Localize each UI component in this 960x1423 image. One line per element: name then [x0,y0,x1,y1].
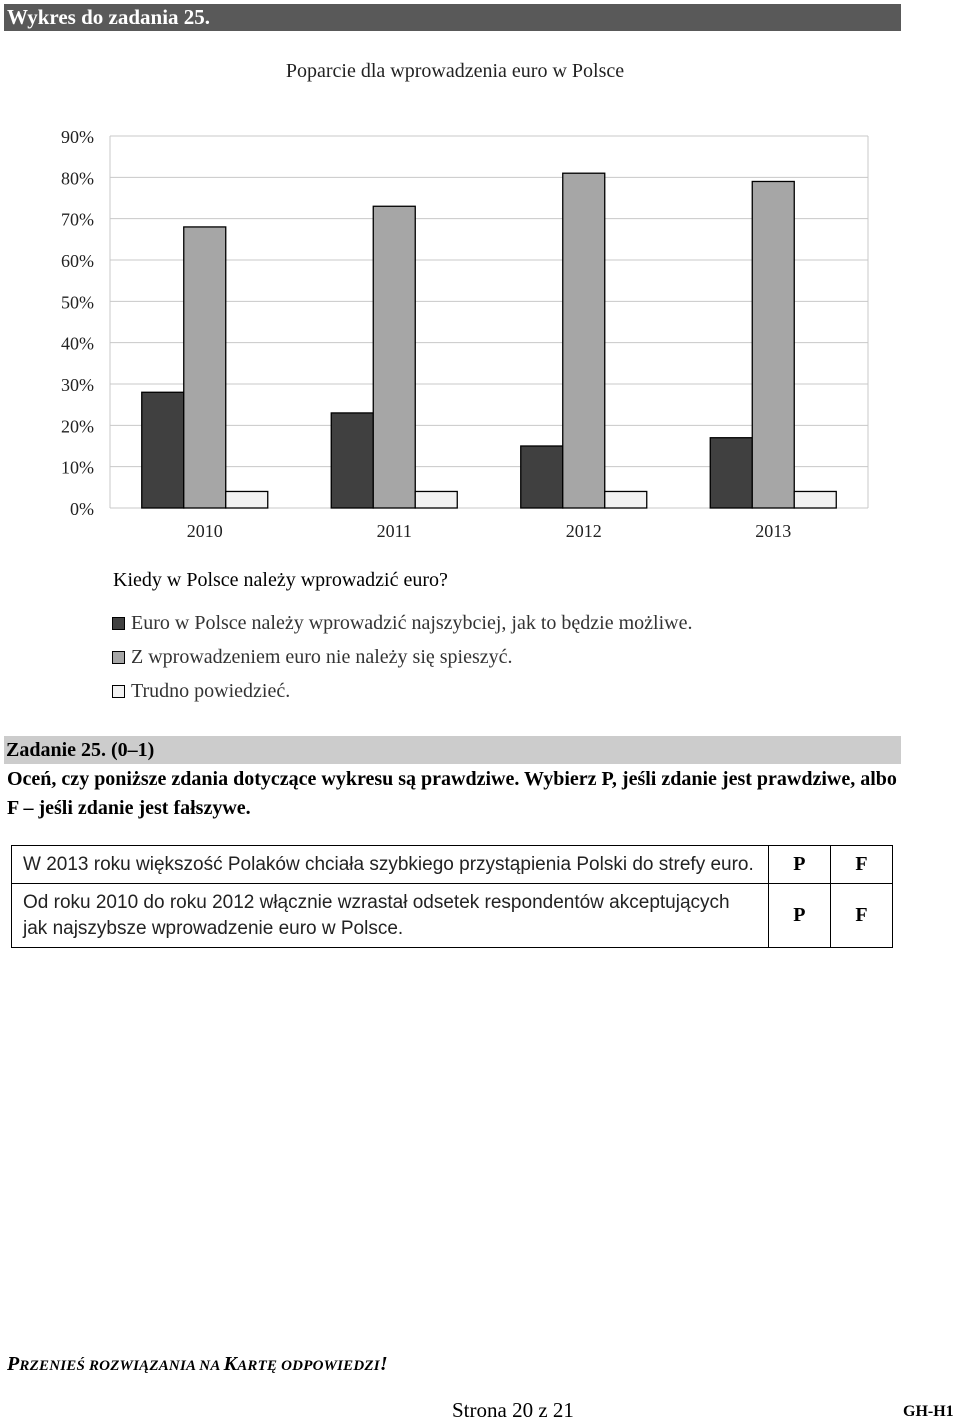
y-tick-label: 60% [61,251,94,271]
x-tick-label: 2013 [755,521,792,541]
y-axis-ticks [61,127,94,519]
legend-swatch-gray [112,651,125,664]
x-tick-label: 2012 [565,521,602,541]
answer-p-1[interactable]: P [768,846,830,884]
bar-2010-series-2 [184,227,226,508]
y-tick-label: 40% [61,333,94,354]
legend-swatch-white [112,685,125,698]
answer-f-2[interactable]: F [830,884,892,948]
bar-2011-series-2 [373,206,415,508]
bars [142,173,837,508]
statement-1: W 2013 roku większość Polaków chciała szybkiego przystąpienia Polski do strefy euro. [12,846,769,884]
legend-label: Z wprowadzeniem euro nie należy się spieszyć. [131,646,513,668]
page-number: Strona 20 z 21 [452,1398,574,1422]
x-axis-ticks [187,521,792,541]
legend-item-asap [112,612,692,635]
bar-2011-series-1 [331,413,373,508]
y-tick-label: 20% [61,416,94,437]
bar-2011-series-3 [415,491,457,508]
legend-swatch-dark [112,617,125,630]
task-heading: Zadanie 25. (0–1) [4,736,901,764]
chart-title: Poparcie dla wprowadzenia euro w Polsce [285,60,625,82]
bar-2012-series-3 [605,491,647,508]
table-row [12,884,893,948]
bar-chart [0,40,960,560]
legend-label: Euro w Polsce należy wprowadzić najszybciej, jak to będzie możliwe. [131,612,693,634]
legend-title: Kiedy w Polsce należy wprowadzić euro? [113,569,448,591]
bar-2013-series-2 [752,181,794,508]
legend-item-hard-to-say [112,680,290,703]
x-tick-label: 2010 [186,521,223,541]
y-tick-label: 30% [61,375,94,395]
statement-2: Od roku 2010 do roku 2012 włącznie wzrastał odsetek respondentów akceptujących jak najszybsze wprowadzenie euro w Polsce. [12,884,769,948]
y-tick-label: 70% [61,209,94,230]
bar-2012-series-1 [521,446,563,508]
y-tick-label: 10% [61,457,94,478]
table-row [12,846,893,884]
legend-label: Trudno powiedzieć. [131,680,291,702]
bar-2013-series-3 [794,491,836,508]
section-header: Wykres do zadania 25. [4,4,901,31]
bar-2013-series-1 [710,438,752,508]
task-instruction: Oceń, czy poniższe zdania dotyczące wykresu są prawdziwe. Wybierz P, jeśli zdanie jest prawdziwe, albo F – jeśli zdanie jest fałszywe. [7,768,897,819]
transfer-answers-note: PRZENIEŚ ROZWIĄZANIA NA KARTĘ ODPOWIEDZI! [7,1353,388,1375]
legend-item-no-hurry [112,646,513,669]
answer-p-2[interactable]: P [768,884,830,948]
true-false-table [11,845,893,948]
exam-code: GH-H1 [903,1403,954,1420]
bar-2010-series-1 [142,392,184,508]
y-tick-label: 90% [61,127,94,147]
y-tick-label: 50% [61,292,94,313]
bar-2012-series-2 [563,173,605,508]
answer-f-1[interactable]: F [830,846,892,884]
y-tick-label: 0% [70,499,94,519]
x-tick-label: 2011 [376,521,412,541]
bar-2010-series-3 [226,491,268,508]
y-tick-label: 80% [61,168,94,189]
